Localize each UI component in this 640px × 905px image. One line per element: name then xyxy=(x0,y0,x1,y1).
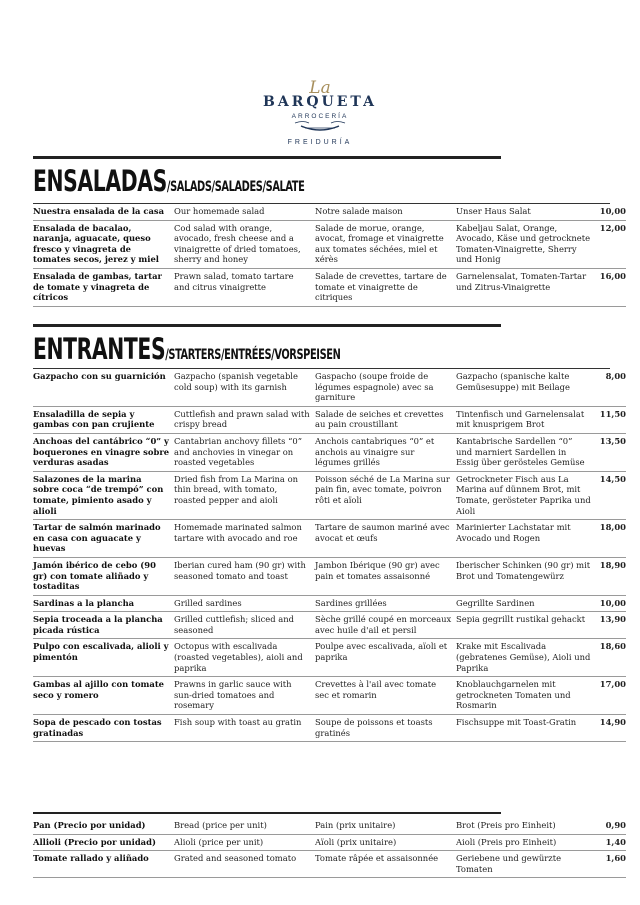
dish-name-de: Garnelensalat, Tomaten-Tartar und Zitrus-Vinaigrette xyxy=(456,268,595,306)
menu-item-row xyxy=(33,715,626,742)
dish-name-es: Tomate rallado y aliñado xyxy=(33,851,174,878)
starters-table xyxy=(33,369,626,742)
starters-rows xyxy=(33,369,626,742)
dish-name-fr: Sardines grillées xyxy=(315,595,456,612)
dish-name-fr: Salade de morue, orange, avocat, fromage et vinaigrette aux tomates séchées, miel et xérès xyxy=(315,220,456,268)
dish-name-en: Cod salad with orange, avocado, fresh cheese and a vinaigrette of dried tomatoes, sherry and honey xyxy=(174,220,315,268)
dish-name-es: Pulpo con escalivada, alioli y pimentón xyxy=(33,639,174,677)
dish-name-en: Prawns in garlic sauce with sun-dried tomatoes and rosemary xyxy=(174,677,315,715)
menu-item-row xyxy=(33,818,626,834)
dish-name-de: Tintenfisch und Garnelensalat mit knusprigem Brot xyxy=(456,406,595,433)
dish-price: 1,60 xyxy=(595,851,626,878)
dish-name-es: Gazpacho con su guarnición xyxy=(33,369,174,406)
dish-price: 1,40 xyxy=(595,834,626,851)
logo-footer-text: FREIDURÍA xyxy=(287,139,353,146)
dish-price: 8,00 xyxy=(595,369,626,406)
dish-name-fr: Tartare de saumon mariné avec avocat et œufs xyxy=(315,520,456,558)
extras-rows xyxy=(33,818,626,878)
menu-item-row xyxy=(33,834,626,851)
dish-name-es: Jamón ibérico de cebo (90 gr) con tomate aliñado y tostaditas xyxy=(33,557,174,595)
dish-name-es: Ensalada de gambas, tartar de tomate y vinagreta de cítricos xyxy=(33,268,174,306)
dish-price: 10,00 xyxy=(595,204,626,220)
dish-name-de: Kantabrische Sardellen “0” und marniert Sardellen in Essig über gerösteles Gemüse xyxy=(456,433,595,471)
dish-name-fr: Poulpe avec escalivada, aïoli et paprika xyxy=(315,639,456,677)
dish-name-en: Alioli (price per unit) xyxy=(174,834,315,851)
section-top-rule xyxy=(33,812,501,814)
dish-name-es: Salazones de la marina sobre coca “de trempó” con tomate, pimiento asado y alioli xyxy=(33,471,174,519)
dish-name-fr: Crevettes à l'ail avec tomate sec et romarin xyxy=(315,677,456,715)
dish-price: 13,90 xyxy=(595,612,626,639)
section-title xyxy=(33,332,340,366)
section-title-main: ENSALADAS xyxy=(33,164,167,198)
dish-price: 18,90 xyxy=(595,557,626,595)
dish-name-fr: Salade de seiches et crevettes au pain croustillant xyxy=(315,406,456,433)
dish-name-es: Anchoas del cantábrico “0” y boquerones en vinagre sobre verduras asadas xyxy=(33,433,174,471)
menu-item-row xyxy=(33,204,626,220)
dish-name-de: Kabeljau Salat, Orange, Avocado, Käse und getrocknete Tomaten-Vinaigrette, Sherry und Honig xyxy=(456,220,595,268)
dish-price: 14,50 xyxy=(595,471,626,519)
dish-name-de: Gegrillte Sardinen xyxy=(456,595,595,612)
dish-name-en: Grated and seasoned tomato xyxy=(174,851,315,878)
dish-name-en: Bread (price per unit) xyxy=(174,818,315,834)
logo-subtitle: ARROCERÍA xyxy=(291,113,349,120)
restaurant-logo xyxy=(0,76,640,152)
dish-name-de: Iberischer Schinken (90 gr) mit Brot und Tomatengewürz xyxy=(456,557,595,595)
dish-name-fr: Anchois cantabriques “0” et anchois au vinaigre sur légumes grillés xyxy=(315,433,456,471)
dish-name-de: Sepia gegrillt rustikal gehackt xyxy=(456,612,595,639)
menu-item-row xyxy=(33,595,626,612)
section-title xyxy=(33,164,304,198)
dish-name-en: Octopus with escalivada (roasted vegetables), aioli and paprika xyxy=(174,639,315,677)
dish-price: 13,50 xyxy=(595,433,626,471)
dish-price: 14,90 xyxy=(595,715,626,742)
dish-price: 18,60 xyxy=(595,639,626,677)
dish-name-de: Unser Haus Salat xyxy=(456,204,595,220)
dish-name-de: Fischsuppe mit Toast-Gratin xyxy=(456,715,595,742)
dish-name-en: Grilled cuttlefish; sliced and seasoned xyxy=(174,612,315,639)
section-title-sub: /STARTERS/ENTRÉES/VORSPEISEN xyxy=(165,347,341,363)
dish-price: 16,00 xyxy=(595,268,626,306)
dish-name-fr: Pain (prix unitaire) xyxy=(315,818,456,834)
dish-name-es: Ensaladilla de sepia y gambas con pan crujiente xyxy=(33,406,174,433)
menu-item-row xyxy=(33,557,626,595)
dish-name-en: Iberian cured ham (90 gr) with seasoned tomato and toast xyxy=(174,557,315,595)
menu-item-row xyxy=(33,433,626,471)
menu-item-row xyxy=(33,369,626,406)
dish-name-de: Getrockneter Fisch aus La Marina auf dünnem Brot, mit Tomate, gerösteter Paprika und Aioli xyxy=(456,471,595,519)
dish-name-es: Tartar de salmón marinado en casa con aguacate y huevas xyxy=(33,520,174,558)
dish-name-fr: Aïoli (prix unitaire) xyxy=(315,834,456,851)
dish-price: 11,50 xyxy=(595,406,626,433)
dish-name-es: Ensalada de bacalao, naranja, aguacate, queso fresco y vinagreta de tomates secos, jerez y miel xyxy=(33,220,174,268)
dish-name-de: Marinierter Lachstatar mit Avocado und Rogen xyxy=(456,520,595,558)
menu-item-row xyxy=(33,612,626,639)
dish-name-fr: Poisson séché de La Marina sur pain fin, avec tomate, poivron rôti et aïoli xyxy=(315,471,456,519)
dish-name-en: Gazpacho (spanish vegetable cold soup) with its garnish xyxy=(174,369,315,406)
dish-name-en: Our homemade salad xyxy=(174,204,315,220)
dish-name-en: Prawn salad, tomato tartare and citrus vinaigrette xyxy=(174,268,315,306)
dish-name-fr: Jambon Ibérique (90 gr) avec pain et tomates assaisonné xyxy=(315,557,456,595)
dish-price: 17,00 xyxy=(595,677,626,715)
dish-name-fr: Notre salade maison xyxy=(315,204,456,220)
dish-name-de: Krake mit Escalivada (gebratenes Gemüse), Aioli und Paprika xyxy=(456,639,595,677)
dish-name-de: Knoblauchgarnelen mit getrockneten Tomaten und Rosmarin xyxy=(456,677,595,715)
dish-name-fr: Gaspacho (soupe froide de légumes espagnole) avec sa garniture xyxy=(315,369,456,406)
dish-name-en: Grilled sardines xyxy=(174,595,315,612)
dish-name-es: Allioli (Precio por unidad) xyxy=(33,834,174,851)
dish-name-de: Geriebene und gewürzte Tomaten xyxy=(456,851,595,878)
dish-price: 12,00 xyxy=(595,220,626,268)
dish-price: 0,90 xyxy=(595,818,626,834)
dish-name-es: Sopa de pescado con tostas gratinadas xyxy=(33,715,174,742)
dish-name-de: Gazpacho (spanische kalte Gemüsesuppe) mit Beilage xyxy=(456,369,595,406)
section-title-main: ENTRANTES xyxy=(33,332,166,366)
dish-name-es: Pan (Precio por unidad) xyxy=(33,818,174,834)
dish-name-de: Brot (Preis pro Einheit) xyxy=(456,818,595,834)
menu-item-row xyxy=(33,220,626,268)
dish-price: 10,00 xyxy=(595,595,626,612)
dish-name-en: Homemade marinated salmon tartare with avocado and roe xyxy=(174,520,315,558)
dish-name-en: Fish soup with toast au gratin xyxy=(174,715,315,742)
dish-name-fr: Sèche grillé coupé en morceaux avec huile d'ail et persil xyxy=(315,612,456,639)
dish-name-es: Sardinas a la plancha xyxy=(33,595,174,612)
dish-name-fr: Tomate râpée et assaisonnée xyxy=(315,851,456,878)
salads-rows xyxy=(33,204,626,306)
dish-name-fr: Salade de crevettes, tartare de tomate et vinaigrette de citriques xyxy=(315,268,456,306)
logo-script-text: La xyxy=(309,78,331,98)
extras-table xyxy=(33,818,626,878)
dish-name-es: Sepia troceada a la plancha picada rústica xyxy=(33,612,174,639)
dish-name-es: Nuestra ensalada de la casa xyxy=(33,204,174,220)
dish-name-es: Gambas al ajillo con tomate seco y romero xyxy=(33,677,174,715)
section-top-rule xyxy=(33,156,501,159)
menu-item-row xyxy=(33,268,626,306)
dish-name-fr: Soupe de poissons et toasts gratinés xyxy=(315,715,456,742)
salads-table xyxy=(33,204,626,307)
section-title-sub: /SALADS/SALADES/SALATE xyxy=(166,179,305,195)
menu-item-row xyxy=(33,471,626,519)
logo-brand-text: BARQUETA xyxy=(263,94,377,110)
menu-item-row xyxy=(33,406,626,433)
dish-name-en: Cantabrian anchovy fillets “0” and anchovies in vinegar on roasted vegetables xyxy=(174,433,315,471)
dish-name-en: Cuttlefish and prawn salad with crispy bread xyxy=(174,406,315,433)
menu-item-row xyxy=(33,639,626,677)
menu-item-row xyxy=(33,851,626,878)
menu-item-row xyxy=(33,677,626,715)
dish-name-en: Dried fish from La Marina on thin bread, with tomato, roasted pepper and aioli xyxy=(174,471,315,519)
dish-name-de: Aioli (Preis pro Einheit) xyxy=(456,834,595,851)
menu-item-row xyxy=(33,520,626,558)
section-top-rule xyxy=(33,324,501,327)
dish-price: 18,00 xyxy=(595,520,626,558)
